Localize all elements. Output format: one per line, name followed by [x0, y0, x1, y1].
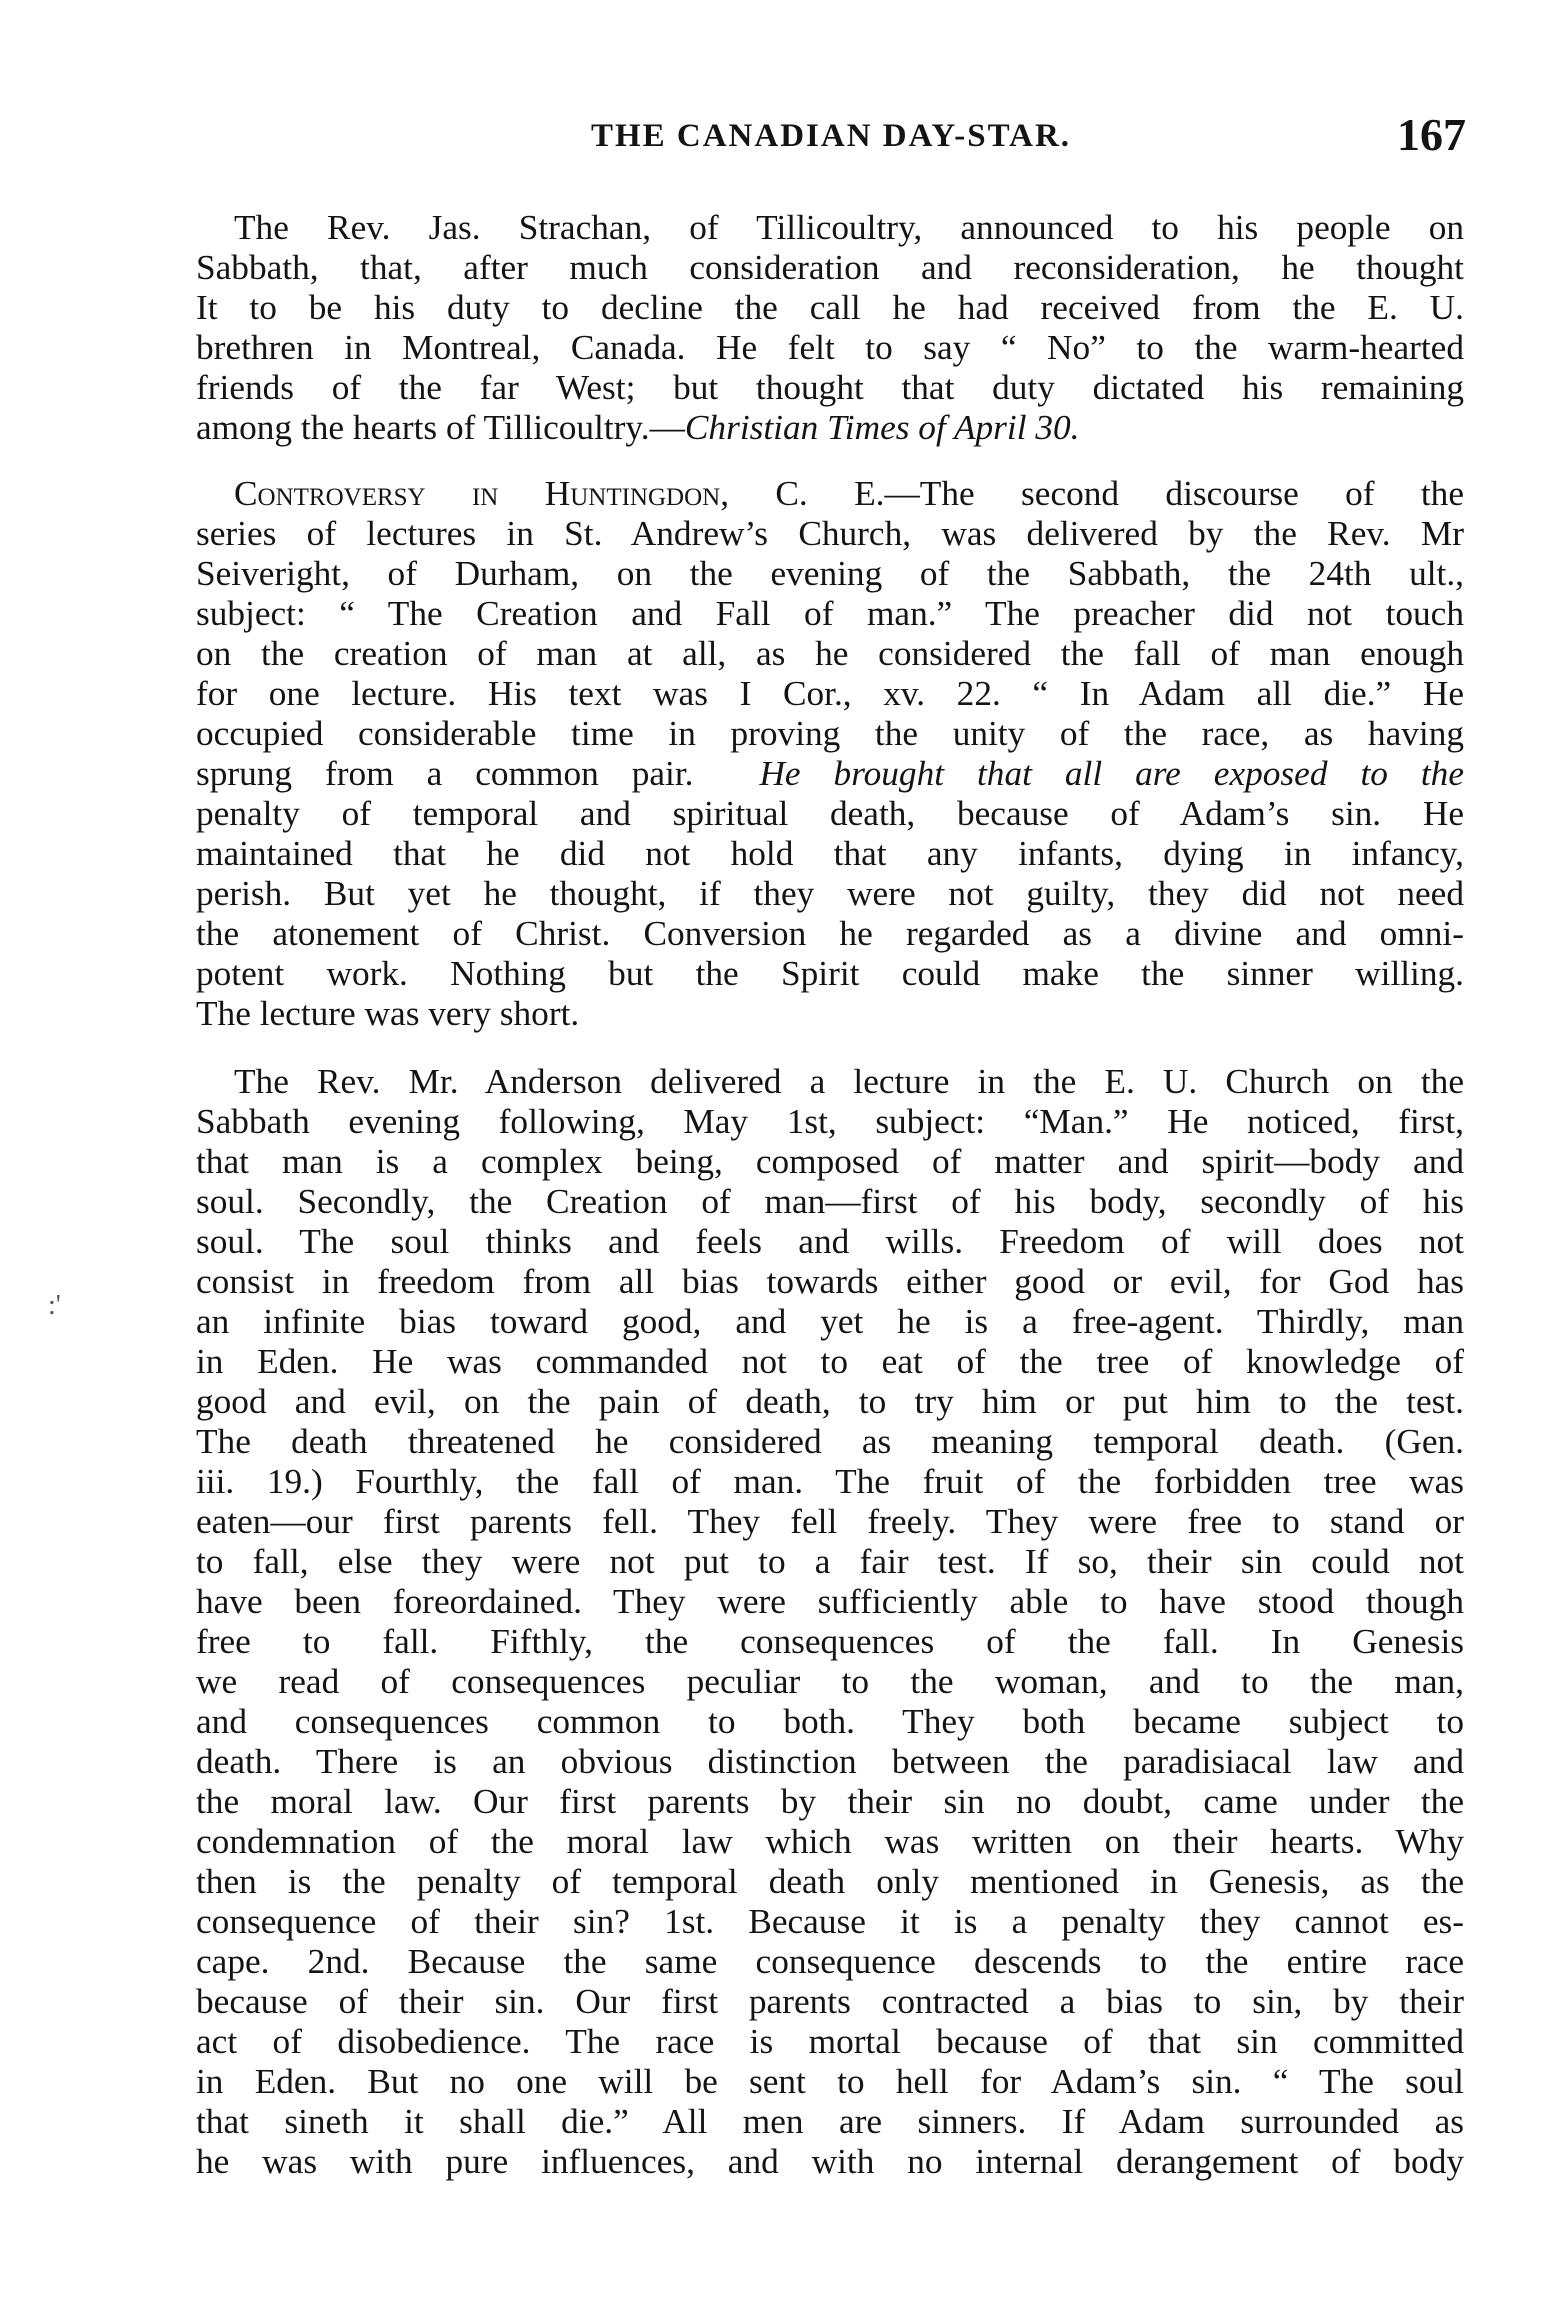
text-line: an infinite bias toward good, and yet he is a free-agent. Thirdly, man	[196, 1302, 1464, 1341]
text-line: in Eden. He was commanded not to eat of the tree of knowledge of	[196, 1342, 1464, 1381]
paragraph-anderson	[196, 1062, 1464, 2182]
text-line: because of their sin. Our first parents contracted a bias to sin, by their	[196, 1982, 1464, 2021]
text-line: cape. 2nd. Because the same consequence descends to the entire race	[196, 1942, 1464, 1981]
text-line: and consequences common to both. They both became subject to	[196, 1702, 1464, 1741]
text-line: condemnation of the moral law which was written on their hearts. Why	[196, 1822, 1464, 1861]
text-line	[196, 754, 1464, 794]
text-line: The Rev. Jas. Strachan, of Tillicoultry, announced to his people on	[234, 208, 1464, 247]
text-line: series of lectures in St. Andrew’s Church, was delivered by the Rev. Mr	[196, 514, 1464, 553]
running-head	[196, 108, 1466, 168]
text-line: that sineth it shall die.” All men are sinners. If Adam surrounded as	[196, 2102, 1464, 2141]
text-line: then is the penalty of temporal death only mentioned in Genesis, as the	[196, 1862, 1464, 1901]
page-number: 167	[1397, 109, 1466, 160]
text-line: maintained that he did not hold that any infants, dying in infancy,	[196, 834, 1464, 873]
text-line: penalty of temporal and spiritual death, because of Adam’s sin. He	[196, 794, 1464, 833]
text-line: Sabbath, that, after much consideration and reconsideration, he thought	[196, 248, 1464, 287]
italic-fragment: He brought that all are exposed to the	[759, 754, 1464, 793]
text-line: The death threatened he considered as meaning temporal death. (Gen.	[196, 1422, 1464, 1461]
text-line: consequence of their sin? 1st. Because it is a penalty they cannot es-	[196, 1902, 1464, 1941]
text-line: iii. 19.) Fourthly, the fall of man. The fruit of the forbidden tree was	[196, 1462, 1464, 1501]
paragraph-strachan	[196, 208, 1464, 448]
text-line: we read of consequences peculiar to the woman, and to the man,	[196, 1662, 1464, 1701]
text-line: death. There is an obvious distinction between the paradisiacal law and	[196, 1742, 1464, 1781]
text-line: soul. Secondly, the Creation of man—first of his body, secondly of his	[196, 1182, 1464, 1221]
text-fragment: among the hearts of Tillicoultry.—	[196, 408, 685, 447]
text-line: the atonement of Christ. Conversion he regarded as a divine and omni-	[196, 914, 1464, 953]
section-heading: Controversy in Huntingdon, C. E.	[234, 474, 885, 513]
text-line	[196, 474, 1464, 514]
text-line: that man is a complex being, composed of matter and spirit—body and	[196, 1142, 1464, 1181]
text-fragment: sprung from a common pair.	[196, 754, 694, 793]
text-line: in Eden. But no one will be sent to hell for Adam’s sin. “ The soul	[196, 2062, 1464, 2101]
text-line: have been foreordained. They were sufficiently able to have stood though	[196, 1582, 1464, 1621]
text-line	[196, 408, 1464, 448]
text-line: The lecture was very short.	[196, 994, 580, 1033]
text-line: act of disobedience. The race is mortal because of that sin committed	[196, 2022, 1464, 2061]
text-line: on the creation of man at all, as he considered the fall of man enough	[196, 634, 1464, 673]
text-line: subject: “ The Creation and Fall of man.” The preacher did not touch	[196, 594, 1464, 633]
text-line: potent work. Nothing but the Spirit could make the sinner willing.	[196, 954, 1464, 993]
text-line: Sabbath evening following, May 1st, subject: “Man.” He noticed, first,	[196, 1102, 1464, 1141]
text-line: the moral law. Our first parents by their sin no doubt, came under the	[196, 1782, 1464, 1821]
running-title: THE CANADIAN DAY-STAR.	[590, 118, 1072, 154]
text-line: for one lecture. His text was I Cor., xv. 22. “ In Adam all die.” He	[196, 674, 1464, 713]
text-line: The Rev. Mr. Anderson delivered a lecture in the E. U. Church on the	[234, 1062, 1464, 1101]
citation: Christian Times of April 30.	[684, 408, 1080, 447]
text-line: eaten—our first parents fell. They fell freely. They were free to stand or	[196, 1502, 1464, 1541]
text-line: brethren in Montreal, Canada. He felt to say “ No” to the warm-hearted	[196, 328, 1464, 367]
text-line: friends of the far West; but thought that duty dictated his remaining	[196, 368, 1464, 407]
paragraph-controversy	[196, 474, 1464, 1034]
text-line: It to be his duty to decline the call he had received from the E. U.	[196, 288, 1464, 327]
margin-mark: :'	[48, 1290, 61, 1321]
text-line: he was with pure influences, and with no internal derangement of body	[196, 2142, 1464, 2181]
text-line: soul. The soul thinks and feels and wills. Freedom of will does not	[196, 1222, 1464, 1261]
text-line: occupied considerable time in proving the unity of the race, as having	[196, 714, 1464, 753]
text-line: perish. But yet he thought, if they were not guilty, they did not need	[196, 874, 1464, 913]
text-line: good and evil, on the pain of death, to try him or put him to the test.	[196, 1382, 1464, 1421]
text-line: free to fall. Fifthly, the consequences of the fall. In Genesis	[196, 1622, 1464, 1661]
text-line: to fall, else they were not put to a fair test. If so, their sin could not	[196, 1542, 1464, 1581]
text-line: Seiveright, of Durham, on the evening of the Sabbath, the 24th ult.,	[196, 554, 1464, 593]
text-fragment: —The second discourse of the	[884, 474, 1464, 513]
text-line: consist in freedom from all bias towards either good or evil, for God has	[196, 1262, 1464, 1301]
